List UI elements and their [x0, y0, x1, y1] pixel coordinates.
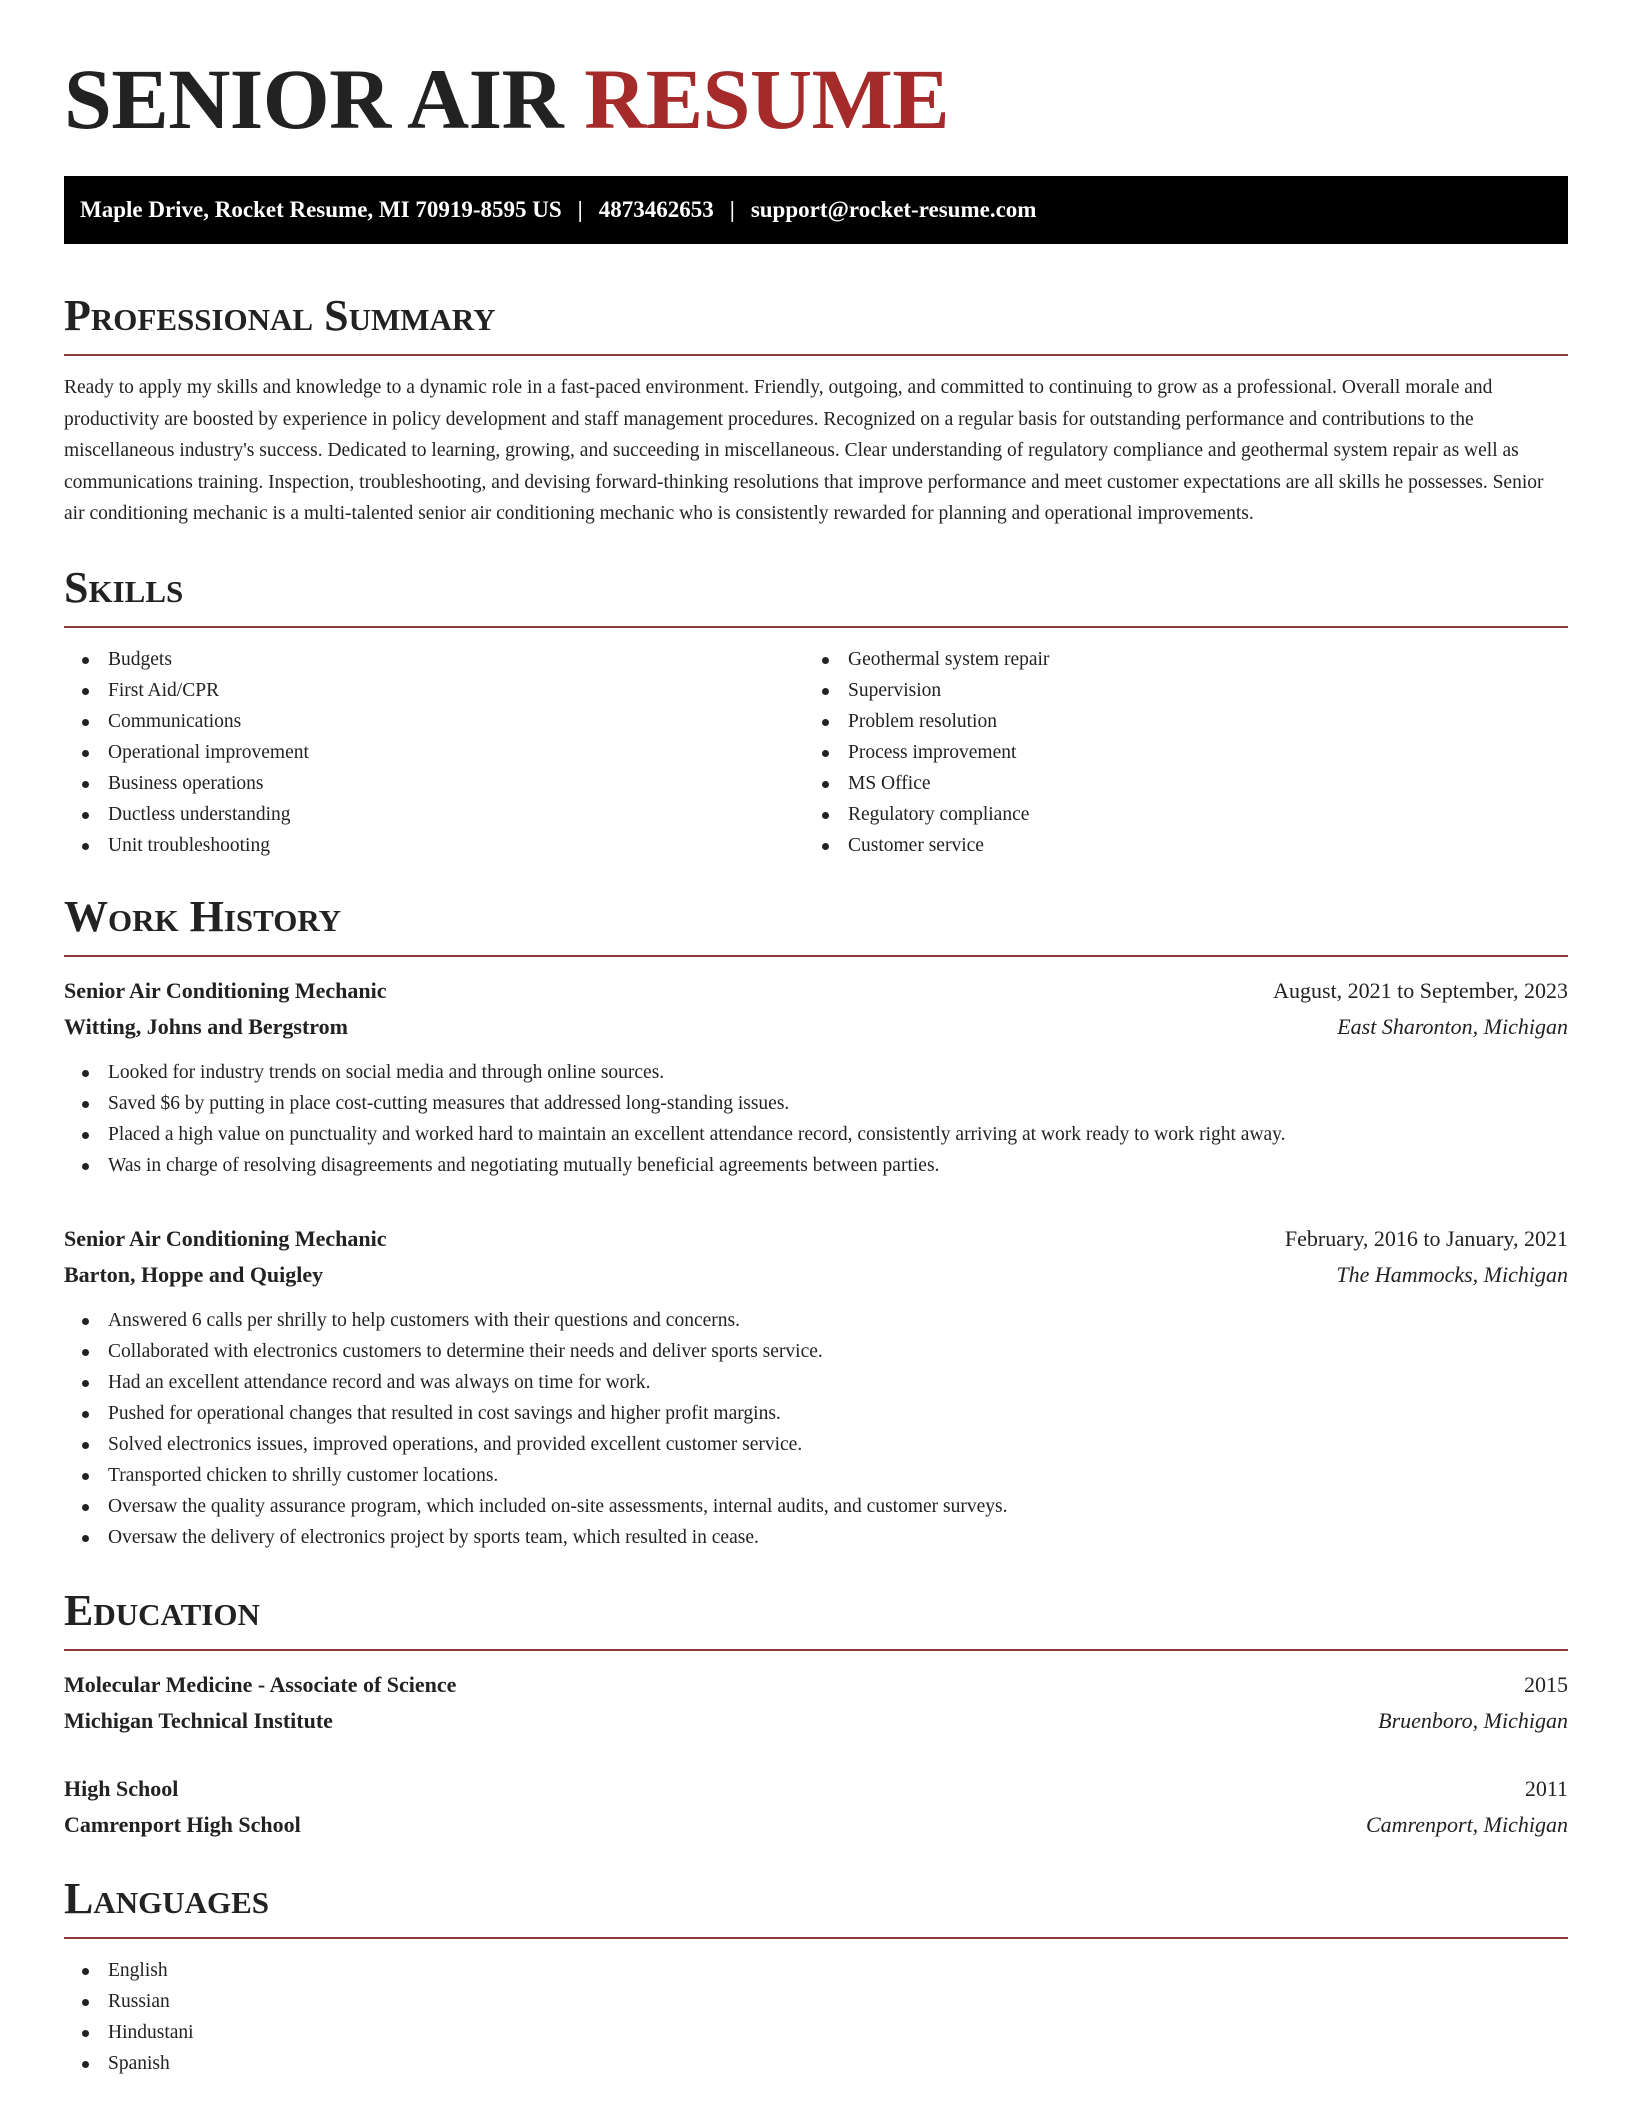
language-item: Spanish — [64, 2048, 1568, 2079]
education-entry — [64, 1667, 1568, 1739]
section-divider — [64, 955, 1568, 957]
education-school-row — [64, 1703, 1568, 1739]
skill-item: Process improvement — [804, 737, 1544, 768]
education-location: Camrenport, Michigan — [1365, 1811, 1568, 1837]
job-company: Witting, Johns and Bergstrom — [64, 1013, 349, 1039]
job-dates: August, 2021 to September, 2023 — [1273, 977, 1568, 1003]
job-bullet: Had an excellent attendance record and was always on time for work. — [64, 1367, 1568, 1398]
education-school-row — [64, 1807, 1568, 1843]
skill-item: Unit troubleshooting — [64, 830, 804, 861]
job-bullet: Collaborated with electronics customers to determine their needs and deliver sports service. — [64, 1336, 1568, 1367]
education-degree-row — [64, 1667, 1568, 1703]
contact-separator: | — [729, 197, 735, 222]
name-last: RESUME — [584, 51, 950, 147]
skill-item: Operational improvement — [64, 737, 804, 768]
section-title-education: Education — [64, 1585, 260, 1635]
job-bullet: Was in charge of resolving disagreements and negotiating mutually beneficial agreements between parties. — [64, 1150, 1568, 1181]
language-item: Hindustani — [64, 2017, 1568, 2048]
contact-bar — [64, 176, 1568, 244]
job-company-row — [64, 1009, 1568, 1045]
education-location: Bruenboro, Michigan — [1378, 1707, 1568, 1733]
job-header-row — [64, 973, 1568, 1009]
job-location: East Sharonton, Michigan — [1337, 1013, 1568, 1039]
contact-address: Maple Drive, Rocket Resume, MI 70919-8595 US — [80, 197, 562, 222]
job-bullets — [64, 1305, 1568, 1553]
education-section — [64, 1585, 1568, 1843]
language-item: Russian — [64, 1986, 1568, 2017]
section-title-languages: Languages — [64, 1873, 270, 1923]
skill-item: Communications — [64, 706, 804, 737]
section-divider — [64, 1937, 1568, 1939]
summary-section — [64, 291, 1568, 530]
skill-item: Budgets — [64, 644, 804, 675]
resume-name — [64, 51, 1568, 147]
skill-item: Supervision — [804, 675, 1544, 706]
education-degree-row — [64, 1771, 1568, 1807]
contact-phone: 4873462653 — [598, 197, 714, 222]
name-first: SENIOR AIR — [64, 51, 564, 147]
section-divider — [64, 354, 1568, 356]
skill-item: Geothermal system repair — [804, 644, 1544, 675]
education-entry — [64, 1771, 1568, 1843]
education-degree: Molecular Medicine - Associate of Science — [64, 1671, 457, 1697]
job-header-row — [64, 1221, 1568, 1257]
skill-item: First Aid/CPR — [64, 675, 804, 706]
education-school: Camrenport High School — [64, 1811, 301, 1837]
job-company-row — [64, 1257, 1568, 1293]
skill-item: Business operations — [64, 768, 804, 799]
summary-text: Ready to apply my skills and knowledge to a dynamic role in a fast-paced environment. Friendly, outgoing, and committed to continuing to grow as a professional. Overall morale and productivity are boosted by experience in policy development and staff management procedures. Recognized on a regular basis for outstanding performance and contributions to the miscellaneous industry's success. Dedicated to learning, growing, and succeeding in miscellaneous. Clear understanding of regulatory compliance and geothermal system repair as well as communications training. Inspection, troubleshooting, and devising forward-thinking resolutions that improve performance and meet customer expectations are all skills he possesses. Senior air conditioning mechanic is a multi-talented senior air conditioning mechanic who is consistently rewarded for planning and operational improvements. — [64, 377, 1544, 524]
skill-item: Problem resolution — [804, 706, 1544, 737]
contact-email: support@rocket-resume.com — [750, 197, 1037, 222]
job-bullet: Looked for industry trends on social media and through online sources. — [64, 1057, 1568, 1088]
languages-section — [64, 1873, 1568, 2079]
job-bullet: Oversaw the quality assurance program, which included on-site assessments, internal audits, and customer surveys. — [64, 1491, 1568, 1522]
education-school: Michigan Technical Institute — [64, 1707, 333, 1733]
skill-item: Ductless understanding — [64, 799, 804, 830]
section-divider — [64, 1649, 1568, 1651]
language-item: English — [64, 1955, 1568, 1986]
job-entry — [64, 1221, 1568, 1553]
skills-column-left — [64, 644, 804, 861]
section-title-work-history: Work History — [64, 891, 342, 941]
job-bullet: Solved electronics issues, improved operations, and provided excellent customer service. — [64, 1429, 1568, 1460]
skills-column-right — [804, 644, 1544, 861]
section-title-summary: Professional Summary — [64, 291, 496, 340]
education-year: 2015 — [1524, 1671, 1568, 1697]
job-title: Senior Air Conditioning Mechanic — [64, 977, 387, 1003]
job-bullet: Pushed for operational changes that resulted in cost savings and higher profit margins. — [64, 1398, 1568, 1429]
contact-separator: | — [577, 197, 583, 222]
skill-item: Regulatory compliance — [804, 799, 1544, 830]
skill-item: MS Office — [804, 768, 1544, 799]
education-degree: High School — [64, 1775, 179, 1801]
job-company: Barton, Hoppe and Quigley — [64, 1261, 324, 1287]
job-location: The Hammocks, Michigan — [1336, 1261, 1568, 1287]
skills-columns — [64, 644, 1568, 861]
job-bullet: Transported chicken to shrilly customer locations. — [64, 1460, 1568, 1491]
job-dates: February, 2016 to January, 2021 — [1284, 1225, 1568, 1251]
job-bullet: Oversaw the delivery of electronics project by sports team, which resulted in cease. — [64, 1522, 1568, 1553]
job-bullet: Placed a high value on punctuality and worked hard to maintain an excellent attendance record, consistently arriving at work ready to work right away. — [64, 1119, 1568, 1150]
skills-section — [64, 562, 1568, 861]
section-title-skills: Skills — [64, 562, 184, 612]
job-bullet: Saved $6 by putting in place cost-cutting measures that addressed long-standing issues. — [64, 1088, 1568, 1119]
education-year: 2011 — [1524, 1775, 1568, 1801]
work-history-section — [64, 891, 1568, 1553]
section-divider — [64, 626, 1568, 628]
job-bullet: Answered 6 calls per shrilly to help customers with their questions and concerns. — [64, 1305, 1568, 1336]
skill-item: Customer service — [804, 830, 1544, 861]
languages-list — [64, 1955, 1568, 2079]
job-title: Senior Air Conditioning Mechanic — [64, 1225, 387, 1251]
job-entry — [64, 973, 1568, 1181]
job-bullets — [64, 1057, 1568, 1181]
